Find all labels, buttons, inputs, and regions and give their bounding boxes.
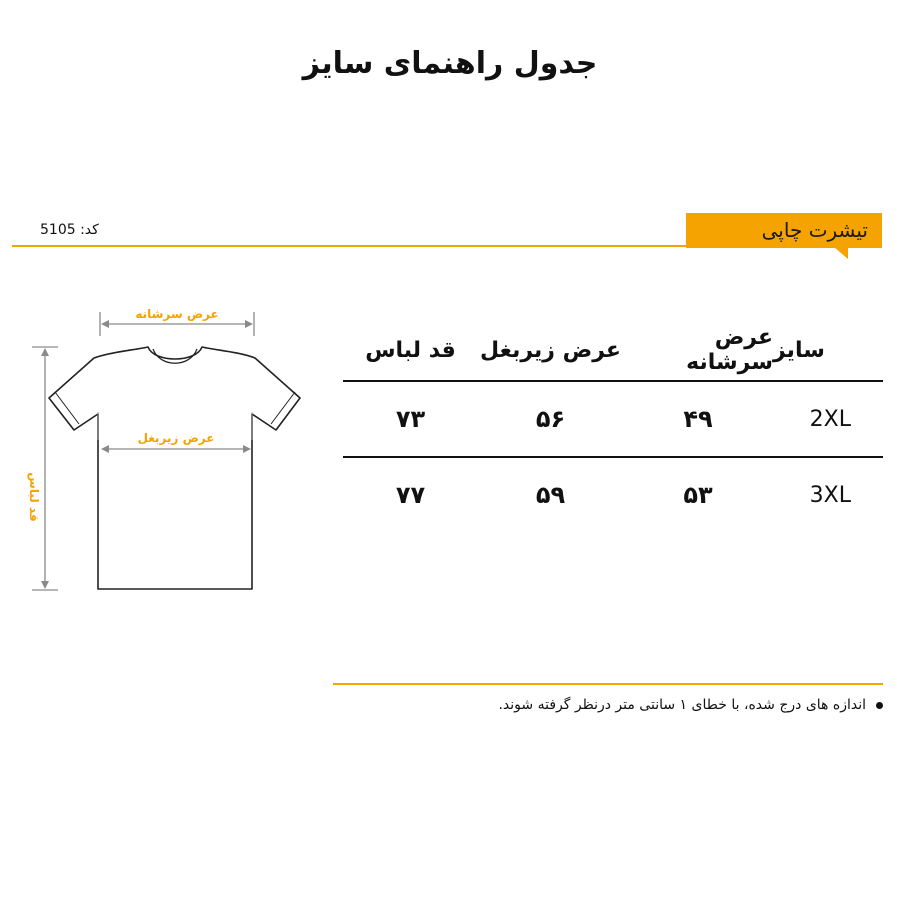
size-table xyxy=(343,320,883,532)
product-tab-tail xyxy=(834,247,848,259)
note-text: اندازه های درج شده، با خطای ۱ سانتی متر درنظر گرفته شوند. xyxy=(498,697,866,713)
header-length: قد لباس xyxy=(365,337,456,363)
page-title: جدول راهنمای سایز xyxy=(302,46,598,81)
length-dimension xyxy=(32,347,58,590)
chest-dimension xyxy=(101,445,251,453)
tshirt-outline-icon xyxy=(49,347,300,589)
table-row xyxy=(343,382,883,458)
cell-chest-width: ۵۶ xyxy=(535,405,566,433)
cell-shoulder-width: ۴۹ xyxy=(683,405,713,433)
bullet-icon xyxy=(876,702,883,709)
header-size: سایز xyxy=(773,337,825,363)
cell-size: 2XL xyxy=(809,406,851,432)
shoulder-width-label: عرض سرشانه xyxy=(135,307,219,321)
garment-length-label: قد لباس xyxy=(27,472,41,522)
note-divider xyxy=(333,683,883,685)
cell-shoulder-width: ۵۳ xyxy=(683,481,713,509)
cell-length: ۷۳ xyxy=(395,405,426,433)
header-shoulder-width: عرض سرشانه xyxy=(686,325,773,375)
table-header-row xyxy=(343,320,883,382)
product-code: کد: 5105 xyxy=(40,222,99,238)
cell-length: ۷۷ xyxy=(395,481,426,509)
chest-width-label: عرض زیربغل xyxy=(137,431,215,445)
table-row xyxy=(343,458,883,532)
product-name-tab: تیشرت چاپی xyxy=(686,213,882,248)
tshirt-diagram xyxy=(0,0,330,640)
measurement-note xyxy=(333,697,883,713)
cell-size: 3XL xyxy=(809,482,851,508)
header-chest-width: عرض زیربغل xyxy=(480,337,621,363)
cell-chest-width: ۵۹ xyxy=(535,481,566,509)
